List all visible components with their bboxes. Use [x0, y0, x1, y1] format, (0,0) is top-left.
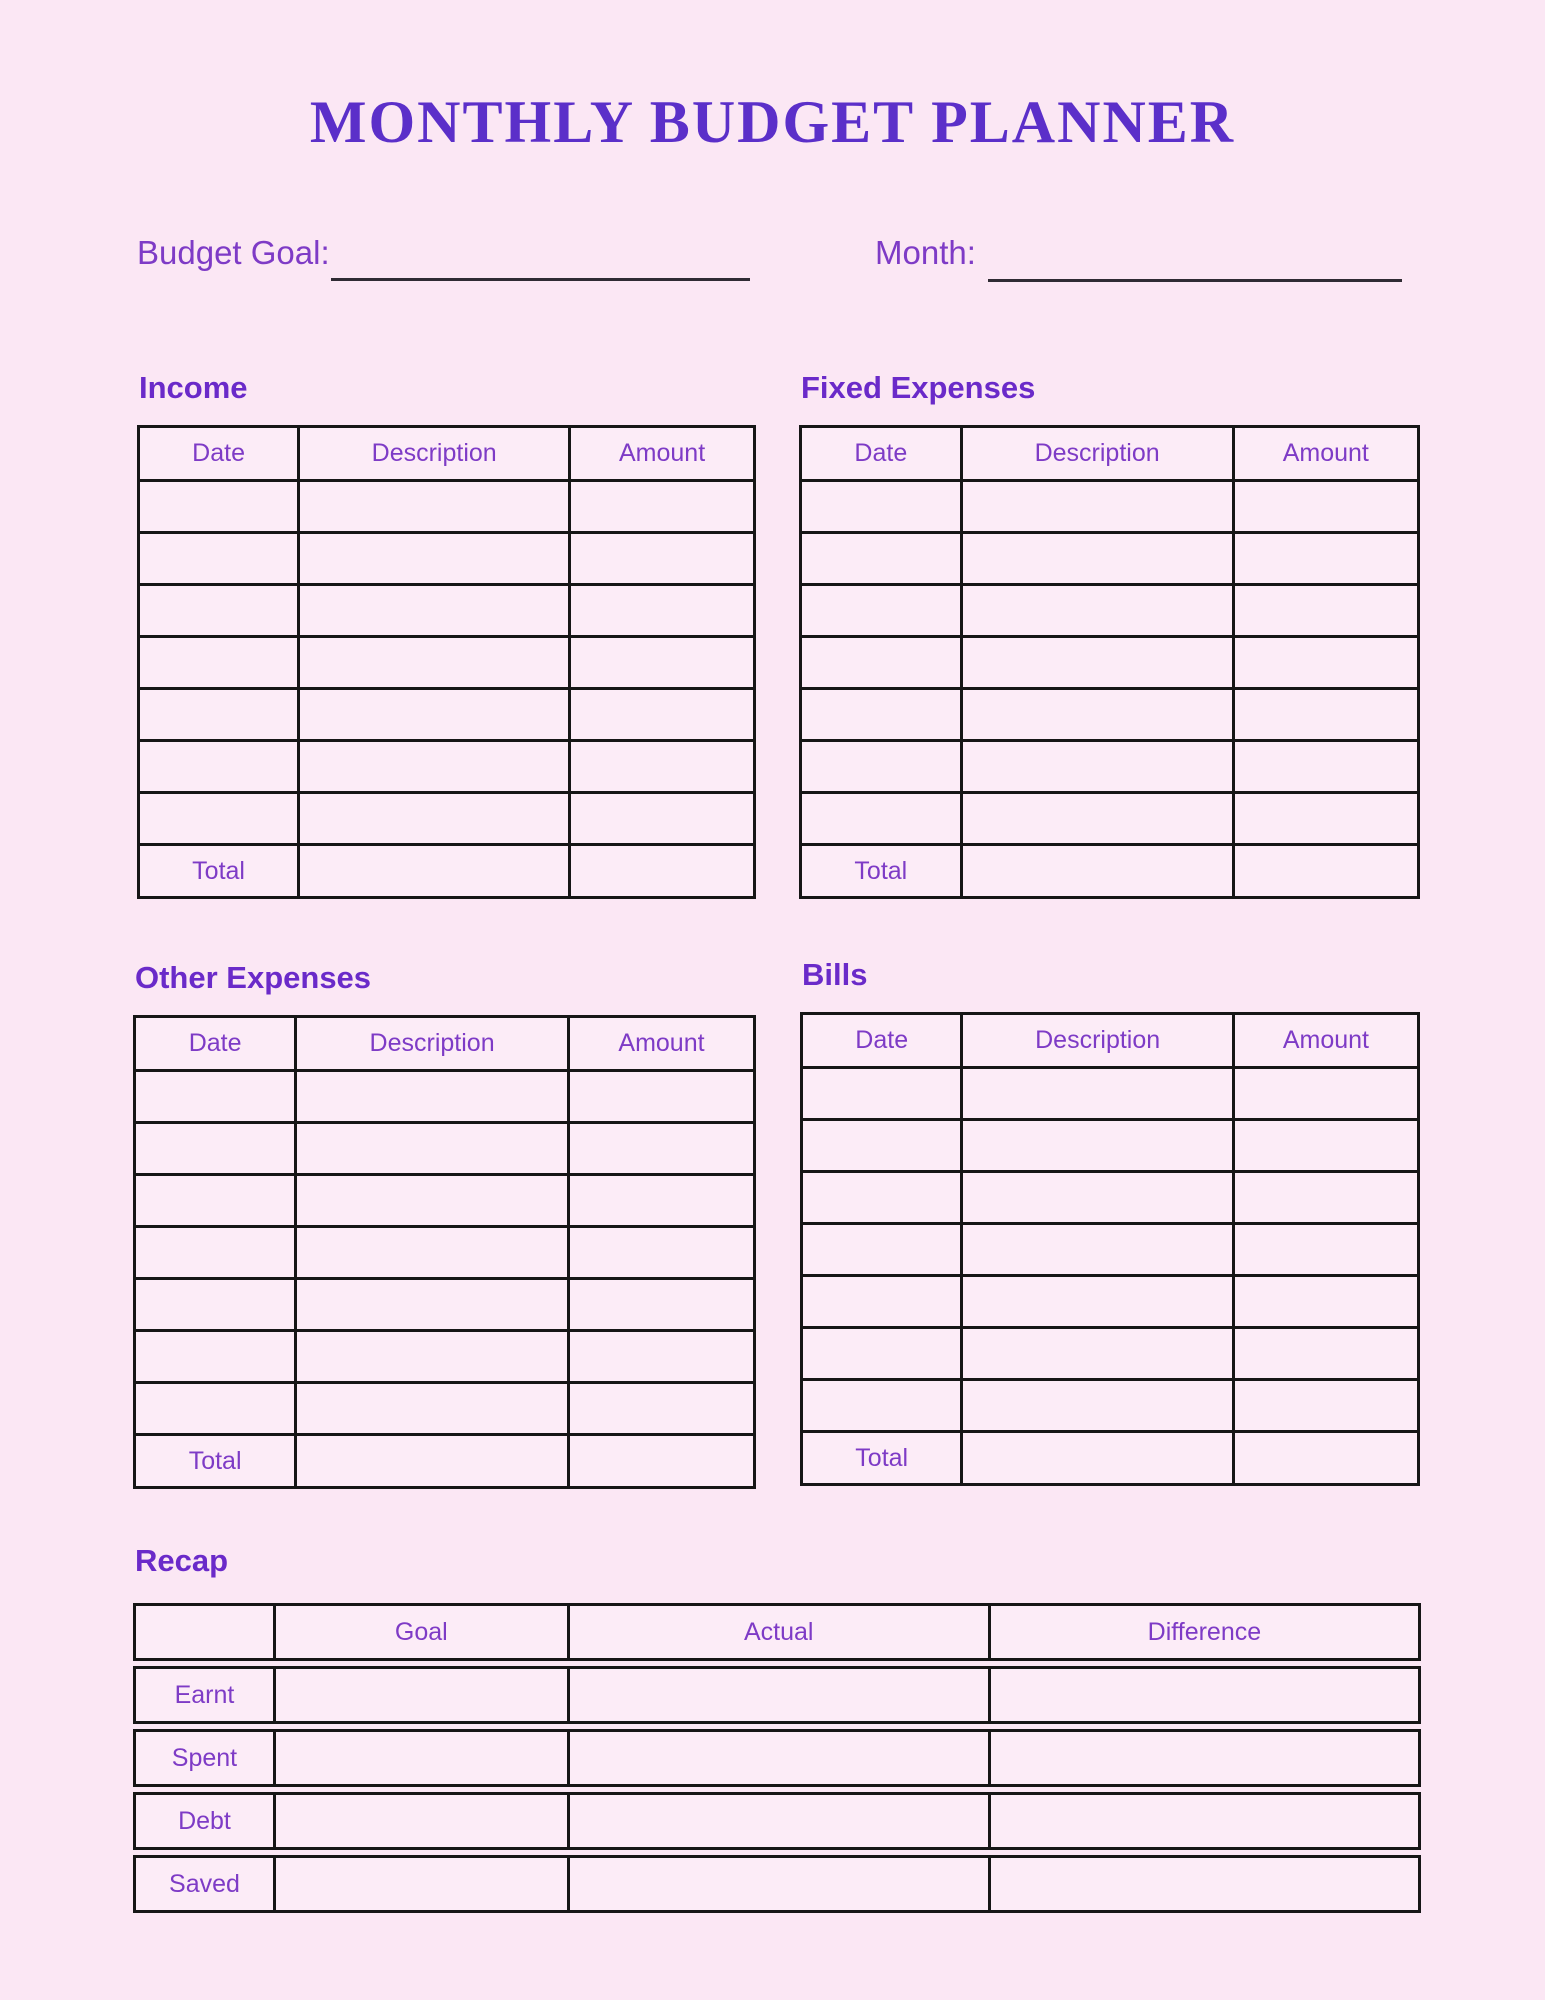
- table-header-row: [801, 427, 1419, 481]
- table-row: [801, 793, 1419, 845]
- entry-cell[interactable]: [135, 1175, 296, 1227]
- total-row: [802, 1432, 1419, 1485]
- entry-cell[interactable]: [801, 481, 962, 533]
- section-fixed-expenses: [799, 370, 1420, 899]
- other-expenses-heading: Other Expenses: [135, 960, 372, 995]
- entry-cell[interactable]: [139, 585, 299, 637]
- entry-cell[interactable]: [801, 689, 962, 741]
- total-row: [801, 845, 1419, 898]
- table-row: [801, 481, 1419, 533]
- entry-cell[interactable]: [1233, 1068, 1418, 1120]
- entry-cell[interactable]: [296, 1175, 569, 1227]
- table-row: [802, 1276, 1419, 1328]
- recap-row-earnt: [133, 1666, 1421, 1724]
- entry-cell[interactable]: [570, 533, 755, 585]
- entry-cell[interactable]: [961, 845, 1233, 898]
- column-header-date: Date: [139, 427, 299, 481]
- month-label: Month:: [875, 234, 976, 271]
- entry-cell[interactable]: [570, 585, 755, 637]
- entry-cell[interactable]: [962, 1432, 1233, 1485]
- column-header-description: Description: [962, 1014, 1233, 1068]
- entry-cell[interactable]: [276, 1792, 570, 1850]
- total-row: [135, 1435, 755, 1488]
- column-header-description: Description: [296, 1017, 569, 1071]
- recap-header-row: [133, 1603, 1421, 1661]
- entry-cell[interactable]: [1233, 741, 1418, 793]
- entry-cell[interactable]: [962, 1380, 1233, 1432]
- section-income: [137, 370, 756, 899]
- entry-cell[interactable]: [991, 1666, 1421, 1724]
- entry-cell[interactable]: [296, 1331, 569, 1383]
- entry-cell[interactable]: [962, 1172, 1233, 1224]
- table-row: [135, 1279, 755, 1331]
- entry-cell[interactable]: [299, 793, 570, 845]
- month-input-line[interactable]: [988, 279, 1402, 282]
- budget-goal-input-line[interactable]: [331, 278, 750, 281]
- entry-cell[interactable]: [139, 637, 299, 689]
- recap-row-saved: [133, 1855, 1421, 1913]
- recap-row-label: Spent: [133, 1729, 276, 1787]
- entry-cell[interactable]: [299, 585, 570, 637]
- table-row: [801, 741, 1419, 793]
- entry-cell[interactable]: [139, 533, 299, 585]
- section-recap: [133, 1543, 1421, 1918]
- entry-cell[interactable]: [1233, 793, 1418, 845]
- entry-cell[interactable]: [1233, 481, 1418, 533]
- column-header-date: Date: [802, 1014, 962, 1068]
- recap-table: [133, 1598, 1421, 1918]
- recap-column-goal: Goal: [276, 1603, 570, 1661]
- table-row: [802, 1172, 1419, 1224]
- entry-cell[interactable]: [1233, 637, 1418, 689]
- budget-goal-label: Budget Goal:: [137, 234, 330, 271]
- entry-cell[interactable]: [1233, 689, 1418, 741]
- entry-cell[interactable]: [568, 1435, 754, 1488]
- entry-cell[interactable]: [961, 741, 1233, 793]
- table-row: [135, 1383, 755, 1435]
- entry-cell[interactable]: [962, 1224, 1233, 1276]
- entry-cell[interactable]: [802, 1380, 962, 1432]
- entry-cell[interactable]: [570, 1792, 991, 1850]
- entry-cell[interactable]: [1233, 533, 1418, 585]
- entry-cell[interactable]: [276, 1729, 570, 1787]
- table-header-row: [802, 1014, 1419, 1068]
- entry-cell[interactable]: [568, 1383, 754, 1435]
- recap-row-label: Earnt: [133, 1666, 276, 1724]
- entry-cell[interactable]: [570, 845, 755, 898]
- fixed-expenses-table: [799, 425, 1420, 899]
- entry-cell[interactable]: [991, 1729, 1421, 1787]
- entry-cell[interactable]: [568, 1123, 754, 1175]
- entry-cell[interactable]: [276, 1855, 570, 1913]
- entry-cell[interactable]: [570, 793, 755, 845]
- table-row: [801, 637, 1419, 689]
- entry-cell[interactable]: [135, 1383, 296, 1435]
- entry-cell[interactable]: [296, 1435, 569, 1488]
- table-row: [135, 1071, 755, 1123]
- section-bills: [800, 957, 1420, 1486]
- income-heading: Income: [139, 370, 248, 405]
- entry-cell[interactable]: [135, 1331, 296, 1383]
- entry-cell[interactable]: [568, 1331, 754, 1383]
- entry-cell[interactable]: [801, 533, 962, 585]
- column-header-date: Date: [801, 427, 962, 481]
- entry-cell[interactable]: [135, 1279, 296, 1331]
- column-header-description: Description: [299, 427, 570, 481]
- entry-cell[interactable]: [962, 1120, 1233, 1172]
- table-row: [802, 1328, 1419, 1380]
- table-row: [135, 1175, 755, 1227]
- column-header-amount: Amount: [570, 427, 755, 481]
- entry-cell[interactable]: [299, 481, 570, 533]
- entry-cell[interactable]: [296, 1279, 569, 1331]
- entry-cell[interactable]: [299, 741, 570, 793]
- entry-cell[interactable]: [299, 533, 570, 585]
- entry-cell[interactable]: [961, 481, 1233, 533]
- table-header-row: [139, 427, 755, 481]
- table-row: [801, 689, 1419, 741]
- entry-cell[interactable]: [299, 845, 570, 898]
- entry-cell[interactable]: [568, 1175, 754, 1227]
- entry-cell[interactable]: [961, 637, 1233, 689]
- entry-cell[interactable]: [296, 1123, 569, 1175]
- recap-row-label: Saved: [133, 1855, 276, 1913]
- table-row: [139, 637, 755, 689]
- bills-heading: Bills: [802, 957, 868, 992]
- entry-cell[interactable]: [568, 1071, 754, 1123]
- entry-cell[interactable]: [991, 1855, 1421, 1913]
- fixed-expenses-heading: Fixed Expenses: [801, 370, 1036, 405]
- entry-cell[interactable]: [1233, 1380, 1418, 1432]
- other-expenses-table: [133, 1015, 756, 1489]
- entry-cell[interactable]: [570, 1855, 991, 1913]
- income-table: [137, 425, 756, 899]
- column-header-amount: Amount: [568, 1017, 754, 1071]
- entry-cell[interactable]: [1233, 1328, 1418, 1380]
- total-label-cell: Total: [135, 1435, 296, 1488]
- entry-cell[interactable]: [139, 793, 299, 845]
- entry-cell[interactable]: [801, 741, 962, 793]
- table-row: [802, 1068, 1419, 1120]
- entry-cell[interactable]: [961, 689, 1233, 741]
- entry-cell[interactable]: [961, 585, 1233, 637]
- entry-cell[interactable]: [139, 481, 299, 533]
- table-row: [139, 793, 755, 845]
- entry-cell[interactable]: [1233, 1172, 1418, 1224]
- entry-cell[interactable]: [276, 1666, 570, 1724]
- entry-cell[interactable]: [570, 1729, 991, 1787]
- entry-cell[interactable]: [801, 793, 962, 845]
- entry-cell[interactable]: [802, 1120, 962, 1172]
- entry-cell[interactable]: [1233, 1276, 1418, 1328]
- recap-column-actual: Actual: [570, 1603, 991, 1661]
- recap-row-spent: [133, 1729, 1421, 1787]
- entry-cell[interactable]: [1233, 585, 1418, 637]
- bills-table: [800, 1012, 1420, 1486]
- entry-cell[interactable]: [961, 533, 1233, 585]
- entry-cell[interactable]: [570, 481, 755, 533]
- entry-cell[interactable]: [962, 1328, 1233, 1380]
- entry-cell[interactable]: [962, 1276, 1233, 1328]
- entry-cell[interactable]: [801, 585, 962, 637]
- entry-cell[interactable]: [801, 637, 962, 689]
- entry-cell[interactable]: [1233, 1120, 1418, 1172]
- section-other-expenses: [133, 960, 756, 1489]
- entry-cell[interactable]: [962, 1068, 1233, 1120]
- table-row: [139, 741, 755, 793]
- entry-cell[interactable]: [296, 1227, 569, 1279]
- entry-cell[interactable]: [570, 1666, 991, 1724]
- table-row: [139, 689, 755, 741]
- entry-cell[interactable]: [802, 1276, 962, 1328]
- table-row: [135, 1331, 755, 1383]
- table-header-row: [135, 1017, 755, 1071]
- total-label-cell: Total: [801, 845, 962, 898]
- recap-column-difference: Difference: [991, 1603, 1421, 1661]
- entry-cell[interactable]: [139, 689, 299, 741]
- recap-heading: Recap: [135, 1543, 229, 1578]
- entry-cell[interactable]: [802, 1068, 962, 1120]
- table-row: [135, 1227, 755, 1279]
- recap-corner-cell: [133, 1603, 276, 1661]
- entry-cell[interactable]: [139, 741, 299, 793]
- entry-cell[interactable]: [1233, 845, 1418, 898]
- column-header-date: Date: [135, 1017, 296, 1071]
- entry-cell[interactable]: [802, 1328, 962, 1380]
- entry-cell[interactable]: [1233, 1224, 1418, 1276]
- total-label-cell: Total: [139, 845, 299, 898]
- column-header-description: Description: [961, 427, 1233, 481]
- entry-cell[interactable]: [961, 793, 1233, 845]
- table-row: [135, 1123, 755, 1175]
- entry-cell[interactable]: [135, 1227, 296, 1279]
- entry-cell[interactable]: [299, 637, 570, 689]
- recap-row-debt: [133, 1792, 1421, 1850]
- entry-cell[interactable]: [296, 1071, 569, 1123]
- entry-cell[interactable]: [296, 1383, 569, 1435]
- entry-cell[interactable]: [570, 689, 755, 741]
- table-row: [139, 585, 755, 637]
- page-title: MONTHLY BUDGET PLANNER: [309, 89, 1236, 155]
- fields-row: [0, 234, 1545, 294]
- entry-cell[interactable]: [802, 1224, 962, 1276]
- table-row: [139, 533, 755, 585]
- entry-cell[interactable]: [299, 689, 570, 741]
- entry-cell[interactable]: [991, 1792, 1421, 1850]
- table-row: [802, 1120, 1419, 1172]
- table-row: [801, 533, 1419, 585]
- column-header-amount: Amount: [1233, 1014, 1418, 1068]
- entry-cell[interactable]: [568, 1279, 754, 1331]
- table-row: [802, 1380, 1419, 1432]
- entry-cell[interactable]: [802, 1172, 962, 1224]
- entry-cell[interactable]: [570, 741, 755, 793]
- table-row: [801, 585, 1419, 637]
- table-row: [139, 481, 755, 533]
- recap-row-label: Debt: [133, 1792, 276, 1850]
- entry-cell[interactable]: [1233, 1432, 1418, 1485]
- entry-cell[interactable]: [135, 1071, 296, 1123]
- total-row: [139, 845, 755, 898]
- entry-cell[interactable]: [135, 1123, 296, 1175]
- total-label-cell: Total: [802, 1432, 962, 1485]
- entry-cell[interactable]: [570, 637, 755, 689]
- table-row: [802, 1224, 1419, 1276]
- column-header-amount: Amount: [1233, 427, 1418, 481]
- entry-cell[interactable]: [568, 1227, 754, 1279]
